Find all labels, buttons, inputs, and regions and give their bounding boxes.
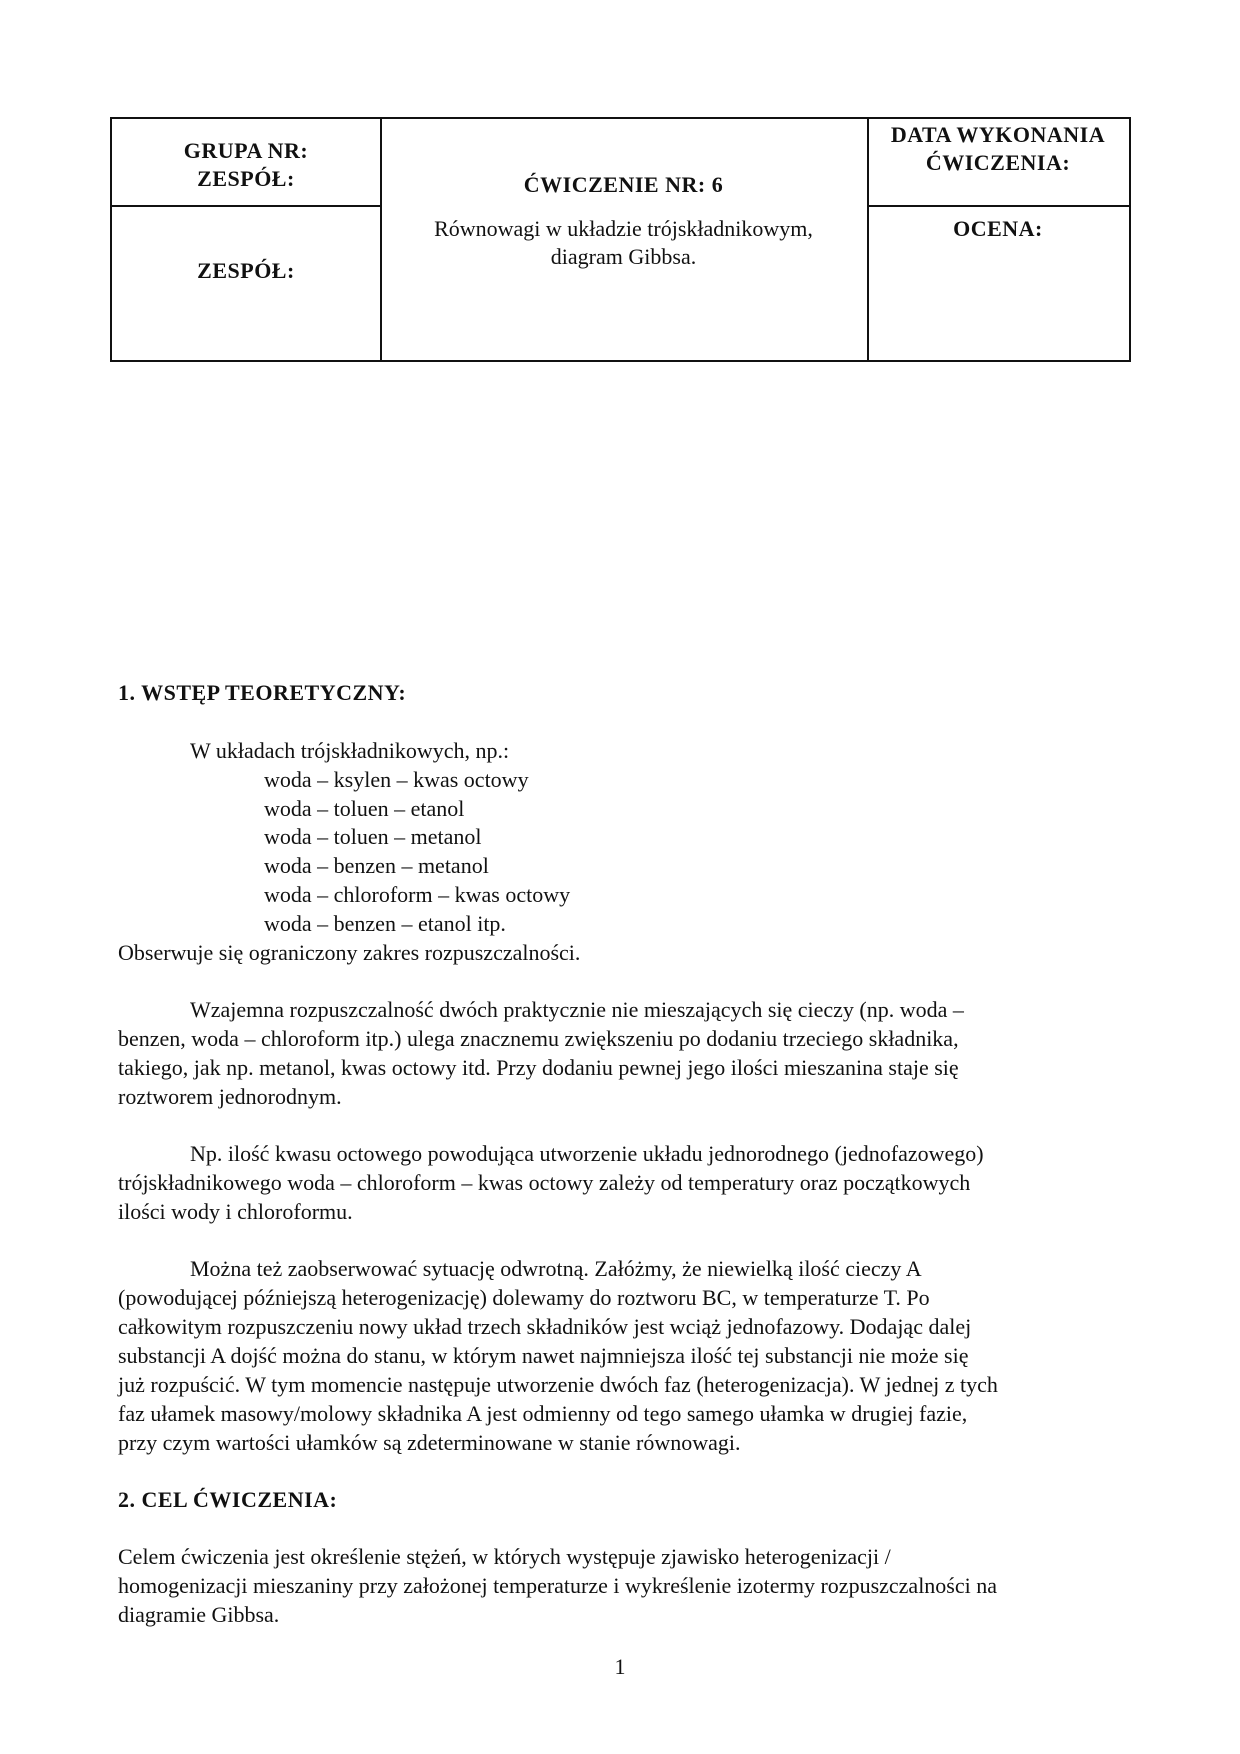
observation-text: Obserwuje się ograniczony zakres rozpuszczalności. xyxy=(118,940,581,965)
grade-cell xyxy=(867,215,1129,243)
date-label-line-1: DATA WYKONANIA xyxy=(890,122,1106,147)
systems-intro: W układach trójskładnikowych, np.: xyxy=(190,738,510,763)
system-item: woda – toluen – etanol xyxy=(264,796,465,821)
topic-line-1: Równowagi w układzie trójskładnikowym, xyxy=(434,216,813,241)
paragraph-line: przy czym wartości ułamków są zdeterminowane w stanie równowagi. xyxy=(118,1430,741,1455)
grade-label: OCENA: xyxy=(953,216,1043,241)
system-item: woda – benzen – etanol itp. xyxy=(264,911,506,936)
system-item: woda – ksylen – kwas octowy xyxy=(264,767,529,792)
paragraph-line: roztworem jednorodnym. xyxy=(118,1084,342,1109)
topic-line-2: diagram Gibbsa. xyxy=(550,244,697,269)
team-cell xyxy=(112,257,380,285)
table-divider xyxy=(112,205,380,207)
paragraph-line: trójskładnikowego woda – chloroform – kwas octowy zależy od temperatury oraz początkowych xyxy=(118,1170,971,1195)
group-cell xyxy=(112,137,380,193)
date-cell xyxy=(867,121,1129,177)
table-divider xyxy=(867,205,1129,207)
system-item: woda – chloroform – kwas octowy xyxy=(264,882,571,907)
paragraph-line: Wzajemna rozpuszczalność dwóch praktycznie nie mieszających się cieczy (np. woda – xyxy=(190,997,964,1022)
paragraph-line: (powodującej późniejszą heterogenizację) dolewamy do roztworu BC, w temperaturze T. Po xyxy=(118,1285,930,1310)
section-1-heading: 1. WSTĘP TEORETYCZNY: xyxy=(118,680,407,705)
paragraph-line: substancji A dojść można do stanu, w którym nawet najmniejsza ilość tej substancji nie może się xyxy=(118,1343,969,1368)
team-label-top: ZESPÓŁ: xyxy=(197,166,295,191)
team-label: ZESPÓŁ: xyxy=(197,258,295,283)
system-item: woda – toluen – metanol xyxy=(264,824,482,849)
paragraph-line: takiego, jak np. metanol, kwas octowy itd. Przy dodaniu pewnej jego ilości mieszanina staje się xyxy=(118,1055,959,1080)
exercise-label: ĆWICZENIE NR: 6 xyxy=(523,172,724,197)
header-table xyxy=(110,117,1131,362)
paragraph-line: już rozpuścić. W tym momencie następuje utworzenie dwóch faz (heterogenizacja). W jednej z tych xyxy=(118,1372,998,1397)
section-2-heading: 2. CEL ĆWICZENIA: xyxy=(118,1487,338,1512)
paragraph-line: Celem ćwiczenia jest określenie stężeń, w których występuje zjawisko heterogenizacji / xyxy=(118,1544,891,1569)
paragraph-line: homogenizacji mieszaniny przy założonej temperaturze i wykreślenie izotermy rozpuszczalności na xyxy=(118,1573,998,1598)
paragraph-line: diagramie Gibbsa. xyxy=(118,1602,280,1627)
system-item: woda – benzen – metanol xyxy=(264,853,489,878)
paragraph-line: ilości wody i chloroformu. xyxy=(118,1199,353,1224)
paragraph-line: Można też zaobserwować sytuację odwrotną. Załóżmy, że niewielką ilość cieczy A xyxy=(190,1256,922,1281)
date-label-line-2: ĆWICZENIA: xyxy=(925,150,1071,175)
group-label: GRUPA NR: xyxy=(183,138,309,163)
paragraph-line: benzen, woda – chloroform itp.) ulega znacznemu zwiększeniu po dodaniu trzeciego składnika, xyxy=(118,1026,959,1051)
exercise-cell xyxy=(380,171,867,271)
paragraph-line: faz ułamek masowy/molowy składnika A jest odmienny od tego samego ułamka w drugiej fazie, xyxy=(118,1401,968,1426)
page-number: 1 xyxy=(614,1654,626,1679)
paragraph-line: Np. ilość kwasu octowego powodująca utworzenie układu jednorodnego (jednofazowego) xyxy=(190,1141,984,1166)
paragraph-line: całkowitym rozpuszczeniu nowy układ trzech składników jest wciąż jednofazowy. Dodając dalej xyxy=(118,1314,972,1339)
